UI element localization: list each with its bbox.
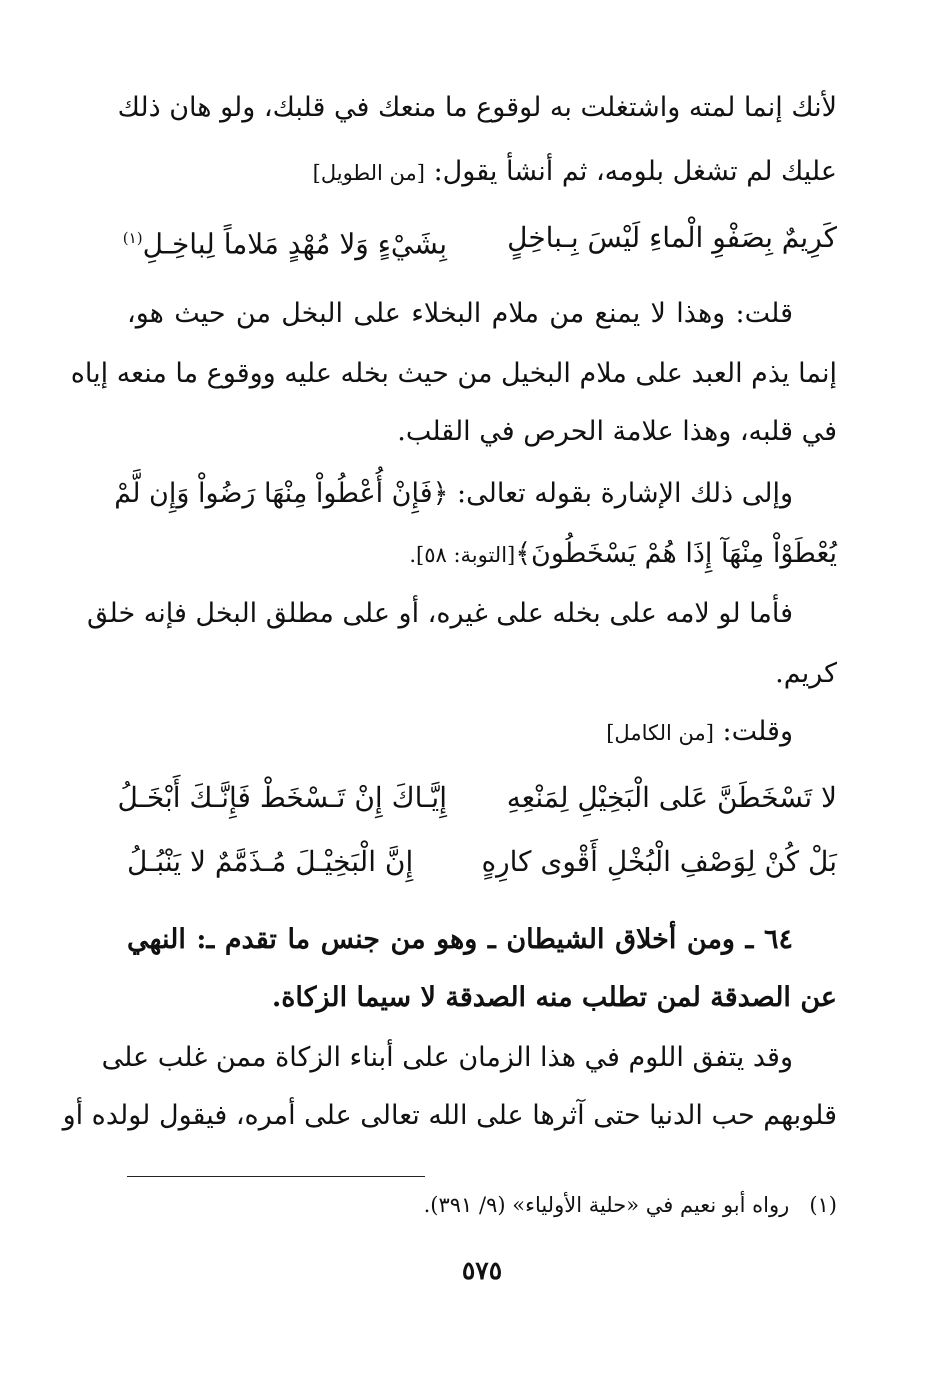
- paragraph-text: وإلى ذلك الإشارة بقوله تعالى:: [448, 478, 793, 509]
- paragraph-line: في قلبه، وهذا علامة الحرص في القلب.: [397, 416, 837, 447]
- quran-verse: ﴿فَإِنْ أُعْطُواْ مِنْهَا رَضُواْ وَإِن لَّمْ: [114, 478, 449, 509]
- verse-hemistich-left: [122, 216, 447, 266]
- paragraph-text: وقلت:: [713, 716, 793, 747]
- paragraph-line: [127, 712, 837, 753]
- paragraph-line: [127, 534, 837, 575]
- paragraph-line: فأما لو لامه على بخله على غيره، أو على مطلق البخل فإنه خلق: [87, 598, 793, 629]
- page-number: ٥٧٥: [461, 1256, 503, 1285]
- footnote-separator: [127, 1176, 425, 1177]
- paragraph-line: كريم.: [775, 658, 837, 689]
- paragraph-line: قلوبهم حب الدنيا حتى آثرها على الله تعالى على أمره، فيقول لولده أو: [62, 1100, 837, 1131]
- meter-tag: [من الطويل]: [312, 161, 425, 185]
- section-heading-line: عن الصدقة لمن تطلب منه الصدقة لا سيما الزكاة.: [271, 982, 837, 1013]
- paragraph-line: وقد يتفق اللوم في هذا الزمان على أبناء الزكاة ممن غلب على: [101, 1042, 793, 1073]
- footnote-marker: (١): [122, 229, 143, 247]
- verse-line: [127, 840, 837, 884]
- verse-hemistich-right: بَلْ كُنْ لِوَصْفِ الْبُخْلِ أَقْوى كارِهٍ: [481, 845, 837, 878]
- verse-line: [117, 776, 837, 820]
- verse-text: بِشَيْءٍ وَلا مُهْدٍ مَلاماً لِباخِـلِ: [142, 227, 447, 261]
- paragraph-line: قلت: وهذا لا يمنع من ملام البخلاء على البخل من حيث هو،: [127, 298, 793, 329]
- quran-verse: يُعْطَوْاْ مِنْهَآ إِذَا هُمْ يَسْخَطُونَ﴾: [515, 538, 837, 569]
- quran-reference: [التوبة: ٥٨].: [409, 543, 516, 567]
- paragraph-line: لأنك إنما لمته واشتغلت به لوقوع ما منعك في قلبك، ولو هان ذلك: [117, 92, 837, 123]
- verse-hemistich-left: إِنَّ الْبَخِيْـلَ مُـذَمَّمٌ لا يَنْبُـلُ: [127, 845, 414, 878]
- verse-hemistich-right: لا تَسْخَطَنَّ عَلى الْبَخِيْلِ لِمَنْعِهِ: [506, 781, 837, 814]
- paragraph-text: عليك لم تشغل بلومه، ثم أنشأ يقول:: [424, 156, 837, 187]
- paragraph-line: إنما يذم العبد على ملام البخيل من حيث بخله عليه ووقوع ما منعه إياه: [70, 358, 837, 389]
- paragraph-line: [127, 152, 837, 193]
- meter-tag: [من الكامل]: [606, 721, 714, 745]
- footnote: [424, 1190, 837, 1220]
- section-heading-line: ٦٤ ـ ومن أخلاق الشيطان ـ وهو من جنس ما تقدم ـ: النهي: [127, 924, 793, 955]
- verse-hemistich-left: إِيَّـاكَ إِنْ تَـسْخَطْ فَإِنَّـكَ أَبْخَـلُ: [117, 781, 447, 814]
- footnote-text: رواه أبو نعيم في «حلية الأولياء» (٩/ ٣٩١).: [423, 1193, 790, 1217]
- verse-hemistich-right: [507, 216, 837, 260]
- footnote-number: (١): [809, 1193, 837, 1217]
- verse-text: كَرِيمٌ بِصَفْوِ الْماءِ لَيْسَ بِـباخِلٍ: [507, 221, 837, 254]
- paragraph-line: [114, 474, 837, 514]
- verse-line: [122, 216, 837, 261]
